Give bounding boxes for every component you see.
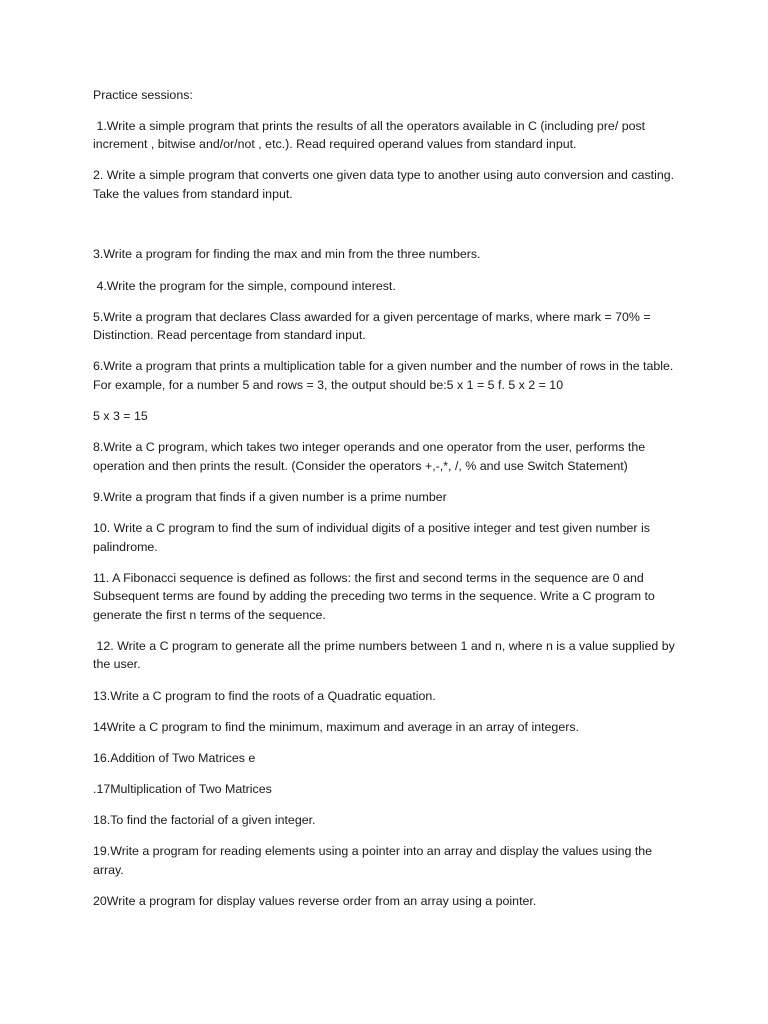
exercise-item: 3.Write a program for finding the max and min from the three numbers.	[93, 247, 481, 262]
exercise-item: 11. A Fibonacci sequence is defined as follows: the first and second terms in the sequence are 0 and Subsequent terms are found by adding the preceding two terms in the sequence. Write a C program to generate the first n terms of the sequence.	[93, 570, 659, 622]
exercise-item: 18.To find the factorial of a given integer.	[93, 812, 316, 827]
exercise-item: .17Multiplication of Two Matrices	[93, 781, 272, 796]
exercise-item: 10. Write a C program to find the sum of individual digits of a positive integer and test given number is palindrome.	[93, 520, 654, 554]
exercise-item: 9.Write a program that finds if a given number is a prime number	[93, 489, 447, 504]
exercise-item: 4.Write the program for the simple, compound interest.	[93, 278, 396, 293]
exercise-item: 5 x 3 = 15	[93, 409, 148, 424]
exercise-item: 5.Write a program that declares Class awarded for a given percentage of marks, where mark = 70% = Distinction. Read percentage from standard input.	[93, 309, 655, 343]
exercise-item: 6.Write a program that prints a multiplication table for a given number and the number of rows in the table. For example, for a number 5 and rows = 3, the output should be:5 x 1 = 5 f. 5 x 2 = 10	[93, 359, 677, 392]
document-body	[93, 86, 678, 910]
exercise-item: 20Write a program for display values reverse order from an array using a pointer.	[93, 893, 537, 908]
exercise-item: 14Write a C program to find the minimum, maximum and average in an array of integers.	[93, 719, 579, 734]
exercise-item: 8.Write a C program, which takes two integer operands and one operator from the user, performs the operation and then prints the result. (Consider the operators +,-,*, /, % and use Switch Statement)	[93, 440, 649, 473]
exercise-item: 1.Write a simple program that prints the results of all the operators available in C (including pre/ post increment , bitwise and/or/not , etc.). Read required operand values from standard input.	[93, 118, 649, 152]
exercise-item: 16.Addition of Two Matrices e	[93, 750, 256, 765]
exercise-item: 13.Write a C program to find the roots of a Quadratic equation.	[93, 688, 436, 703]
document-heading: Practice sessions:	[93, 88, 193, 102]
exercise-item: 19.Write a program for reading elements using a pointer into an array and display the values using the array.	[93, 844, 656, 877]
exercise-item: 12. Write a C program to generate all the prime numbers between 1 and n, where n is a value supplied by the user.	[93, 638, 679, 672]
exercise-item: 2. Write a simple program that converts one given data type to another using auto conversion and casting. Take the values from standard input.	[93, 168, 678, 201]
